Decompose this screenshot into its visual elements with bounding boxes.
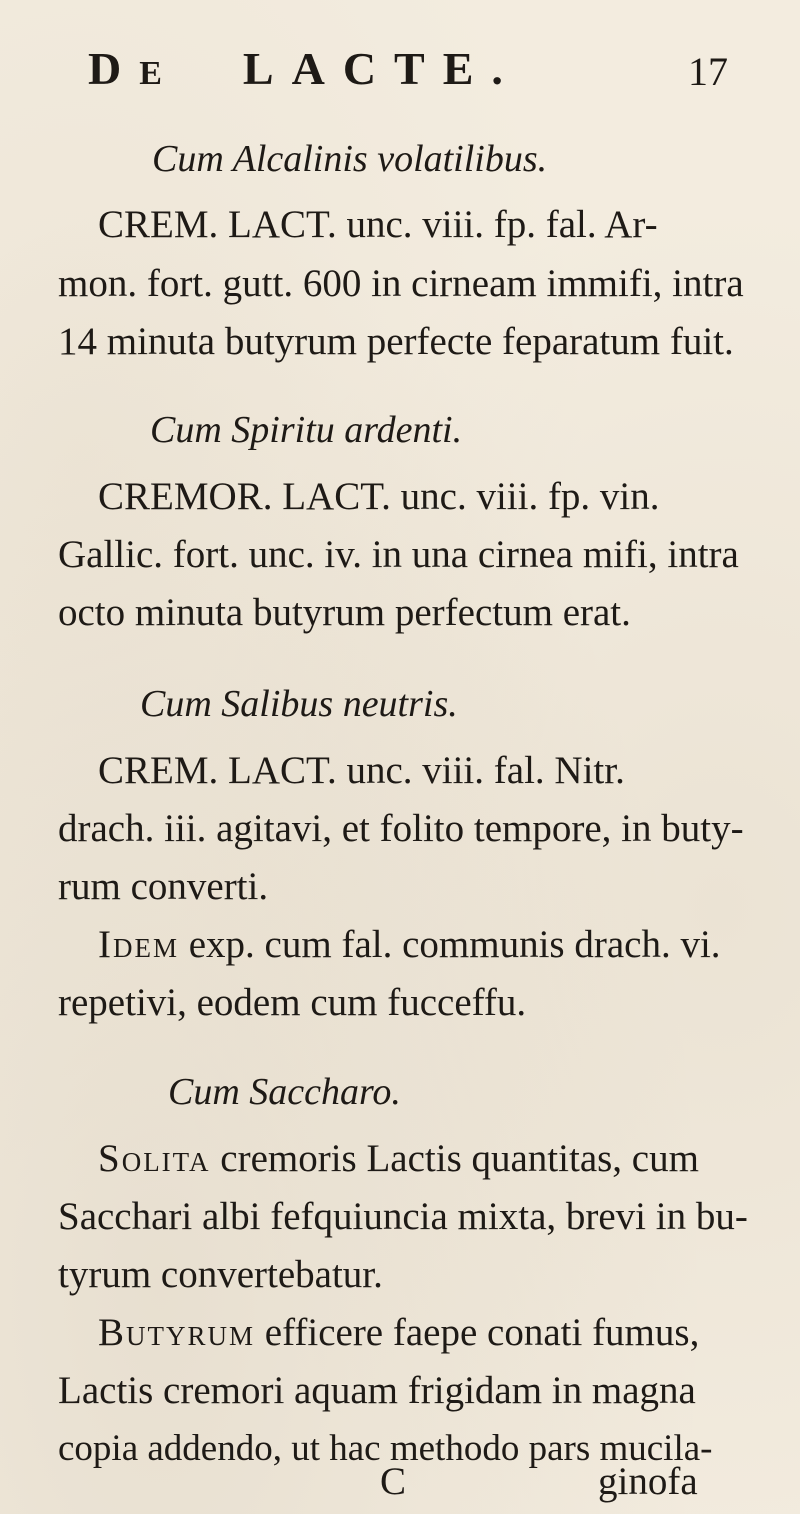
text-line: repetivi, eodem cum fucceffu.	[58, 981, 527, 1024]
running-head-title	[88, 42, 521, 95]
text-line: Lactis cremori aquam frigidam in magna	[58, 1369, 696, 1412]
text-run: exp. cum fal. communis drach. vi.	[179, 923, 721, 966]
text-line: mon. fort. gutt. 600 in cirneam immifi, intra	[58, 262, 744, 305]
text-line: CREMOR. LACT. unc. viii. fp. vin.	[98, 475, 660, 518]
page-number: 17	[688, 49, 728, 94]
text-line: octo minuta butyrum perfectum erat.	[58, 591, 631, 634]
section-heading: Cum Saccharo.	[168, 1071, 401, 1113]
text-line	[98, 1313, 699, 1352]
text-line	[98, 1139, 699, 1178]
text-line: copia addendo, ut hac methodo pars mucila-	[58, 1428, 713, 1469]
paragraph-lead: Butyrum	[98, 1311, 256, 1354]
text-line: rum converti.	[58, 865, 269, 908]
section-heading: Cum Alcalinis volatilibus.	[152, 138, 548, 180]
section-heading: Cum Spiritu ardenti.	[150, 409, 463, 451]
signature-letter: C	[380, 1460, 407, 1503]
section-heading: Cum Salibus neutris.	[140, 683, 458, 725]
running-head-small: E	[139, 55, 184, 92]
text-run: cremoris Lactis quantitas, cum	[210, 1137, 699, 1180]
catchword: ginofa	[598, 1460, 698, 1503]
text-line: CREM. LACT. unc. viii. fp. fal. Ar-	[98, 203, 658, 246]
running-head-initial: D	[88, 43, 140, 94]
text-line: 14 minuta butyrum perfecte feparatum fuit.	[58, 320, 734, 363]
text-line: CREM. LACT. unc. viii. fal. Nitr.	[98, 749, 625, 792]
text-line: Gallic. fort. unc. iv. in una cirnea mifi, intra	[58, 533, 739, 576]
text-line: Sacchari albi fefquiuncia mixta, brevi in bu-	[58, 1195, 748, 1238]
text-line	[98, 925, 721, 964]
running-head	[88, 42, 728, 102]
paragraph-lead: Idem	[98, 923, 179, 966]
paragraph-lead: Solita	[98, 1137, 211, 1180]
running-head-word: LACTE.	[242, 43, 521, 94]
text-line: drach. iii. agitavi, et folito tempore, in buty-	[58, 807, 744, 850]
text-line: tyrum convertebatur.	[58, 1253, 383, 1296]
text-run: efficere faepe conati fumus,	[255, 1311, 700, 1354]
